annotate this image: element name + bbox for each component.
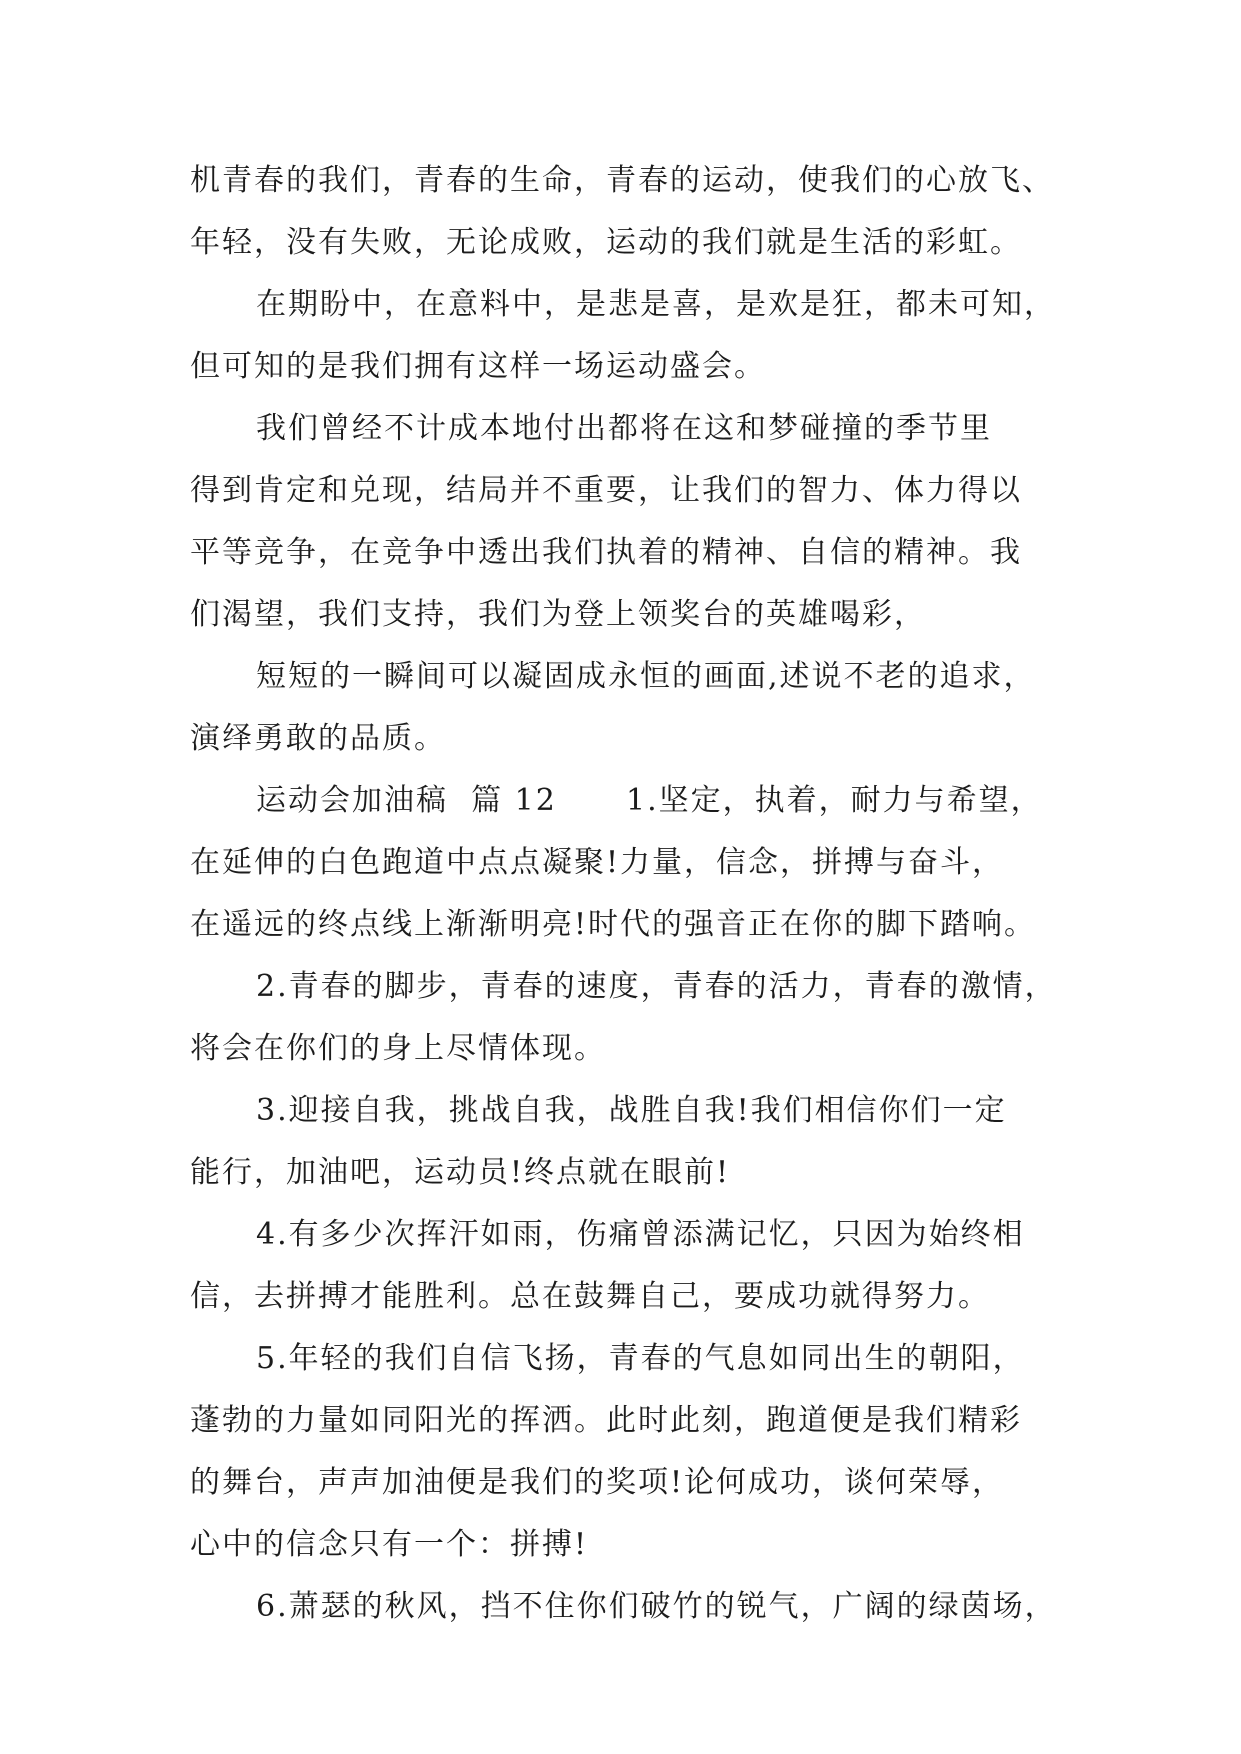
text-line: 在期盼中，在意料中，是悲是喜，是欢是狂，都未可知，: [256, 287, 1056, 322]
text-line: 5.年轻的我们自信飞扬，青春的气息如同出生的朝阳，: [256, 1341, 1025, 1376]
text-line: 平等竞争，在竞争中透出我们执着的精神、自信的精神。我: [190, 535, 1022, 570]
text-line: 但可知的是我们拥有这样一场运动盛会。: [190, 349, 766, 384]
section-heading-line: 运动会加油稿 篇 12 1.坚定，执着，耐力与希望，: [256, 783, 1043, 818]
text-line: 蓬勃的力量如同阳光的挥洒。此时此刻，跑道便是我们精彩: [190, 1403, 1022, 1438]
text-line: 短短的一瞬间可以凝固成永恒的画面,述说不老的追求，: [256, 659, 1036, 694]
text-line: 将会在你们的身上尽情体现。: [190, 1031, 606, 1066]
text-line: 演绎勇敢的品质。: [190, 721, 446, 756]
text-line: 4.有多少次挥汗如雨，伤痛曾添满记忆，只因为始终相: [256, 1217, 1025, 1252]
text-line: 在遥远的终点线上渐渐明亮!时代的强音正在你的脚下踏响。: [190, 907, 1037, 942]
text-line: 6.萧瑟的秋风，挡不住你们破竹的锐气，广阔的绿茵场，: [256, 1589, 1057, 1624]
text-line: 3.迎接自我，挑战自我，战胜自我!我们相信你们一定: [256, 1093, 1007, 1128]
text-line: 我们曾经不计成本地付出都将在这和梦碰撞的季节里: [256, 411, 992, 446]
document-body: [190, 150, 1070, 1638]
text-line: 们渴望，我们支持，我们为登上领奖台的英雄喝彩，: [190, 597, 926, 632]
text-line: 心中的信念只有一个：拼搏!: [190, 1527, 589, 1562]
text-line: 机青春的我们，青春的生命，青春的运动，使我们的心放飞、: [190, 163, 1054, 198]
text-line: 信，去拼搏才能胜利。总在鼓舞自己，要成功就得努力。: [190, 1279, 990, 1314]
text-line: 在延伸的白色跑道中点点凝聚!力量，信念，拼搏与奋斗，: [190, 845, 1005, 880]
text-line: 2.青春的脚步，青春的速度，青春的活力，青春的激情，: [256, 969, 1057, 1004]
text-line: 年轻，没有失败，无论成败，运动的我们就是生活的彩虹。: [190, 225, 1022, 260]
text-line: 得到肯定和兑现，结局并不重要，让我们的智力、体力得以: [190, 473, 1022, 508]
text-line: 能行，加油吧，运动员!终点就在眼前!: [190, 1155, 731, 1190]
text-line: 的舞台，声声加油便是我们的奖项!论何成功，谈何荣辱，: [190, 1465, 1005, 1500]
